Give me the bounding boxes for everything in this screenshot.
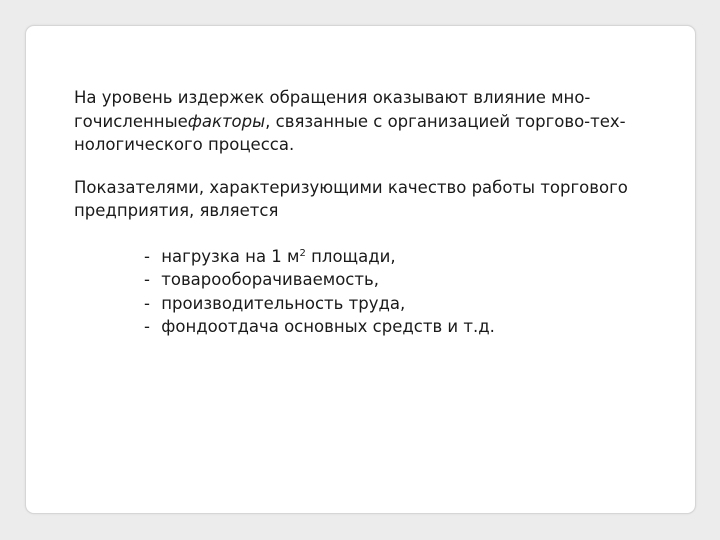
paragraph-factors-end: , связанные с организацией торгово-тех-нологического процесса. — [74, 111, 626, 154]
list-item-capital — [144, 315, 674, 339]
list-item-productivity-text: производительность труда, — [161, 293, 406, 313]
indicator-list — [74, 245, 674, 339]
paragraph-indicators: Показателями, характеризующими качество работы торгового предприятия, является — [74, 177, 628, 220]
superscript-two: 2 — [299, 247, 306, 259]
list-item-capital-text: фондоотдача основных средств и т.д. — [161, 317, 495, 336]
list-dash: - — [144, 317, 150, 336]
paragraph-factors — [74, 86, 674, 157]
paragraph-factors-italic: факторы — [187, 111, 266, 131]
paragraph-factors-start: На уровень издержек обращения оказывают влияние мно-гочисленные — [74, 88, 591, 131]
list-item-turnover-text: товарооборачиваемость, — [161, 270, 379, 289]
list-item-productivity — [144, 292, 674, 316]
list-dash: - — [144, 270, 150, 289]
list-item-load-text: нагрузка на 1 м — [161, 246, 300, 266]
list-item-turnover — [144, 268, 674, 292]
list-item-load — [144, 245, 674, 269]
list-item-load-end: площади, — [305, 246, 396, 266]
list-dash: - — [144, 246, 150, 266]
list-dash: - — [144, 293, 150, 313]
slide-content — [74, 86, 674, 339]
